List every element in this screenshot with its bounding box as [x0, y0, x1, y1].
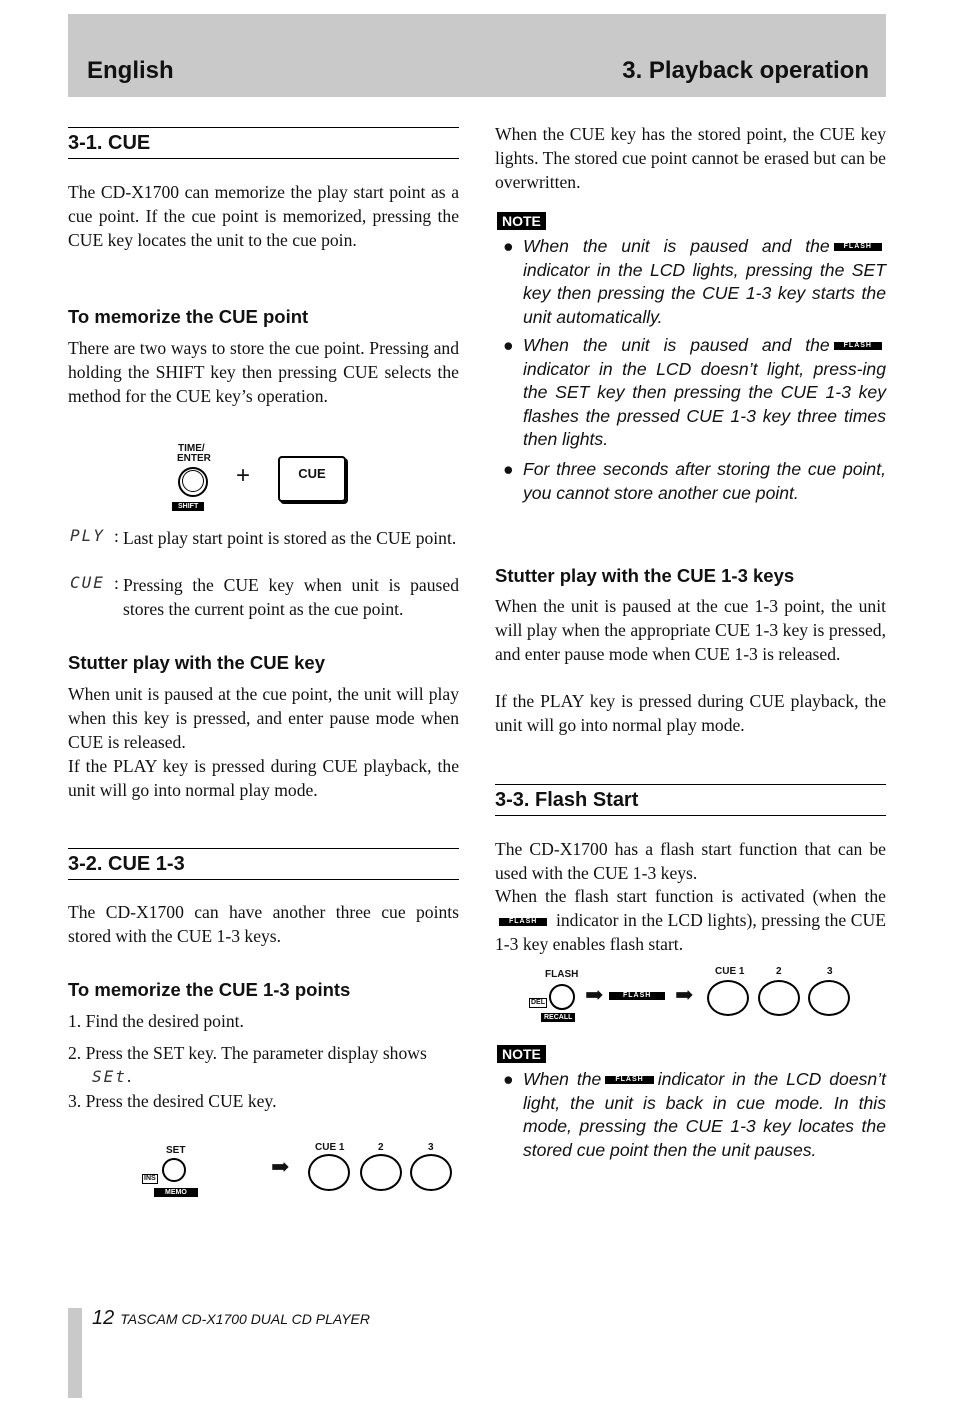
note1-b1b: indicator in the LCD lights, pressing the SET key then pressing the CUE 1-3 key starts the unit automatically.	[523, 259, 886, 327]
bullet-dot: ●	[503, 459, 514, 479]
section-3-2-intro: The CD-X1700 can have another three cue points stored with the CUE 1-3 keys.	[68, 902, 459, 946]
page-number: 12	[92, 1307, 115, 1329]
lcd-code-cue: CUE	[70, 573, 105, 592]
cue-key-label: CUE	[298, 466, 326, 481]
flash-indicator-icon: FLASH	[605, 1076, 653, 1084]
arrow-icon: ➡	[585, 982, 604, 1007]
cue3-label: 3	[827, 966, 833, 977]
note1-bullet-3	[503, 458, 886, 505]
flash-start-text2b: indicator in the LCD lights), pressing the CUE 1-3 key enables flash start.	[495, 910, 886, 954]
enter-label: ENTER	[177, 453, 211, 464]
cue1-key	[707, 980, 749, 1016]
cue1-label: CUE 1	[715, 966, 745, 977]
memorize-cue-text: There are two ways to store the cue point. Pressing and holding the SHIFT key then pressing CUE selects the method for the CUE key’s operation.	[68, 338, 459, 406]
subheading-stutter-cue13: Stutter play with the CUE 1-3 keys	[495, 565, 795, 586]
cue2-label: 2	[378, 1142, 384, 1153]
step-2: 2. Press the SET key. The parameter display shows	[68, 1043, 427, 1063]
bullet-dot: ●	[503, 1069, 514, 1089]
bullet-dot: ●	[503, 335, 514, 355]
stutter-cue13-text2: If the PLAY key is pressed during CUE playback, the unit will go into normal play mode.	[495, 691, 886, 735]
flash-indicator-icon: FLASH	[834, 342, 882, 350]
cue2-key	[360, 1154, 402, 1191]
flash-start-text2a: When the flash start function is activated (when the	[495, 886, 886, 906]
memo-label: MEMO	[154, 1188, 198, 1197]
chapter-title: 3. Playback operation	[622, 57, 869, 84]
stutter-cue-text: When unit is paused at the cue point, the unit will play when this key is pressed, and enter pause mode when CUE is released.	[68, 684, 459, 752]
del-label: DEL	[531, 999, 545, 1006]
cue1-label: CUE 1	[315, 1142, 345, 1153]
subheading-memorize-cue: To memorize the CUE point	[68, 306, 309, 327]
shift-label: SHIFT	[172, 502, 204, 511]
note2-b1a: When the	[523, 1069, 602, 1089]
option-cue-text: Pressing the CUE key when unit is paused stores the current point as the cue point.	[123, 575, 459, 619]
plus-sign: +	[236, 462, 251, 489]
language-label: English	[87, 57, 174, 84]
section-3-1-intro: The CD-X1700 can memorize the play start point as a cue point. If the cue point is memorized, pressing the CUE key locates the unit to the cue poin.	[68, 182, 459, 250]
note1-bullet-1	[503, 235, 886, 329]
section-title-3-3: 3-3. Flash Start	[495, 784, 886, 816]
ins-label: INS	[144, 1175, 156, 1182]
flash-start-text: The CD-X1700 has a flash start function that can be used with the CUE 1-3 keys.	[495, 839, 886, 883]
flash-key-label: FLASH	[545, 969, 579, 980]
step-2-period: .	[126, 1066, 132, 1086]
step-3: 3. Press the desired CUE key.	[68, 1091, 277, 1111]
note1-b1a: When the unit is paused and the	[523, 236, 830, 256]
note2-b1b: indicator in the LCD doesn’t light, the unit is back in cue mode. In this mode, pressing the CUE 1-3 key locates the stored cue point then the unit pauses.	[523, 1069, 886, 1160]
page-header	[68, 14, 886, 97]
time-enter-key-inner	[182, 470, 204, 492]
flash-key	[549, 984, 575, 1010]
set-key	[162, 1158, 186, 1182]
cue3-label: 3	[428, 1142, 434, 1153]
note1-b2b: indicator in the LCD doesn’t light, press-ing the SET key then pressing the CUE 1-3 key flashes the pressed CUE 1-3 key three times then lights.	[523, 358, 886, 449]
cue3-key	[808, 980, 850, 1016]
step-1: 1. Find the desired point.	[68, 1011, 244, 1031]
section-title-3-1: 3-1. CUE	[68, 127, 459, 159]
note-tag: NOTE	[497, 1045, 546, 1063]
flash-start-text2	[495, 884, 886, 956]
cue-key-lights-text: When the CUE key has the stored point, the CUE key lights. The stored cue point cannot be erased but can be overwritten.	[495, 124, 886, 192]
cue3-key	[410, 1154, 452, 1191]
note1-b2a: When the unit is paused and the	[523, 335, 830, 355]
flash-indicator-icon: FLASH	[834, 243, 882, 251]
subheading-memorize-cue13: To memorize the CUE 1-3 points	[68, 979, 351, 1000]
cue1-key	[308, 1154, 350, 1191]
note1-b3: For three seconds after storing the cue point, you cannot store another cue point.	[523, 459, 886, 503]
arrow-icon: ➡	[271, 1154, 290, 1179]
lcd-code-ply: PLY	[70, 526, 105, 545]
shift-cue-figure	[168, 440, 468, 514]
flash-indicator-icon: FLASH	[499, 918, 547, 926]
time-label: TIME/	[178, 443, 205, 454]
option-ply-text: Last play start point is stored as the CUE point.	[123, 528, 457, 548]
arrow-icon: ➡	[675, 982, 694, 1007]
cue-key	[278, 456, 346, 502]
stutter-cue-text2: If the PLAY key is pressed during CUE playback, the unit will go into normal play mode.	[68, 756, 459, 800]
option-sep: :	[114, 526, 119, 546]
set-label: SET	[166, 1145, 186, 1156]
note-tag: NOTE	[497, 212, 546, 230]
set-cue-figure	[140, 1138, 470, 1202]
option-sep: :	[114, 573, 119, 593]
bullet-dot: ●	[503, 236, 514, 256]
section-title-3-2: 3-2. CUE 1-3	[68, 848, 459, 880]
subheading-stutter-cue: Stutter play with the CUE key	[68, 652, 325, 673]
stutter-cue13-text: When the unit is paused at the cue 1-3 point, the unit will play when the appropriate CUE 1-3 key is pressed, and enter pause mode when CUE 1-3 is released.	[495, 596, 886, 664]
note2-bullet-1	[503, 1068, 886, 1162]
flash-start-figure	[525, 962, 885, 1024]
step-2-display	[92, 1066, 131, 1087]
page-footer	[92, 1307, 370, 1330]
flash-indicator-icon: FLASH	[609, 992, 665, 1000]
cue2-label: 2	[776, 966, 782, 977]
cue2-key	[758, 980, 800, 1016]
recall-label: RECALL	[541, 1013, 575, 1022]
lcd-code-set: SEt	[92, 1067, 127, 1086]
note1-bullet-2	[503, 334, 886, 452]
footer-brand: TASCAM CD-X1700 DUAL CD PLAYER	[120, 1311, 370, 1327]
footer-bar	[68, 1308, 82, 1398]
